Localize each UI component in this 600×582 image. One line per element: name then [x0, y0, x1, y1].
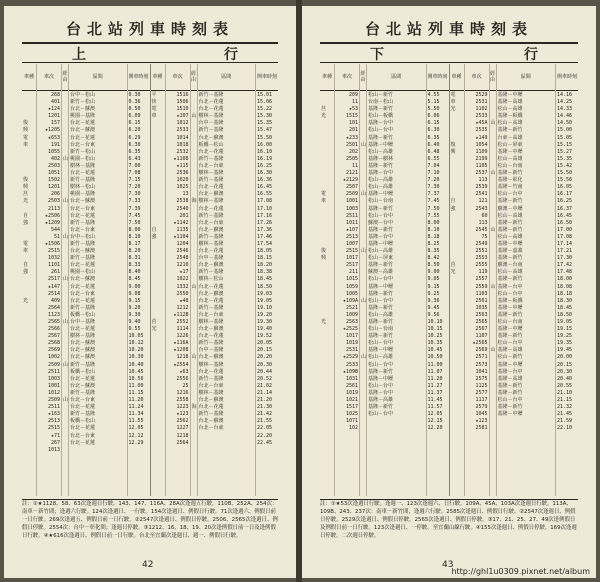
direction-header: [320, 42, 578, 63]
header-no: 車次: [37, 64, 61, 91]
header-time: 開車時刻: [256, 64, 278, 91]
footnote: 註：①★1128、58、63次逢週日行駛。143、147、116A、28A次逢週五行駛。110B、252A、254次：南車－新竹間；逢週六行駛。124次逢週日、一行駛。154次逢週日、例假日行駛。71次逢週六、例假日前一日行駛。269次逢週五、例假日前一日行駛。②2547次逢週日、例假日停駛。2506、2565次逢週日、例假日停駛。2554次：台中－彰化間；逢週日停駛。③1212、16、18、19、20次逢例假日前一日及逢例假日行駛。④★616次逢週日、例假日前一日行駛。台北至宜蘭次逢週日、週一、例假日行駛。: [22, 499, 278, 550]
timetable-half-left: [22, 64, 151, 496]
page-title: 台北站列車時刻表: [364, 20, 533, 38]
direction-label-2: 行: [224, 47, 238, 63]
col-time: 4.55 5.15 5.50 6.06 6.15 6.30 6.35 6.40 6.48 6.55 7.04 7.10 7.20 7.30 7.37 7.45 7.50 7.55 8.00 8.10 8.18 8.25 8.35 8.42 8.50 9.00 9.05 9.15 9.25 9.36 9.45 9.56 10.10 10.15 10.25 10.35 10.45 10.50 11.00 11.07 11.20 11.27 11.37 11.45 11.57 12.05 12.15 12.20: [427, 92, 443, 432]
page-number: 42: [142, 560, 154, 570]
col-type: 平 快 電 車 自 強 莒 光: [151, 92, 157, 333]
header-type: 車種: [320, 64, 334, 91]
col-route: 台中－松山 新竹－松山 台北－蘇澳 桃園－基隆 台北－花蓮 台北－蘇澳 台北－花蓮 台北－台東 新竹－松山 桃園－松山 樹林－基隆 台北－花蓮 新竹－基隆 樹林－松山 桃園－基隆 台北－蘇澳 台北－台東 台北－花蓮 新竹－基隆 台北－台東 台中－松山 新竹－基隆 台北－蘇澳 新竹－基隆 台北－花蓮 桃園－松山 台北－蘇澳 台北－花蓮 台北－台東 台北－花蓮 新竹－基隆 板橋－松山 台中－基隆 台北－花蓮 樹林－基隆 台北－蘇澳 台北－蘇澳 台北－蘇澳 新竹－基隆 板橋－松山 台北－花蓮 台北－蘇澳 新竹－基隆 台北－台東 台北－花蓮 新竹－基隆 板橋－松山 台北－花蓮 台北－台東 台北－花蓮: [70, 92, 96, 446]
header-no: 車次: [166, 64, 190, 91]
col-time: 14.16 14.25 14.33 14.46 14.50 15.00 15.05 15.15 15.27 15.35 15.42 15.50 15.56 16.05 16.17 16.25 16.37 16.45 16.50 17.00 17.08 17.14 17.21 17.30 17.42 17.48 18.00 18.08 18.18 18.30 18.45 18.50 19.05 19.15 19.25 19.35 19.45 20.00 20.15 20.30 20.40 20.55 21.10 21.15 21.32 21.45 21.59 22.10: [557, 92, 573, 432]
left-page: [4, 6, 296, 578]
header-no: 車次: [335, 64, 359, 91]
col-type: 復 興 電 車 復 興 莒 光 自 強 電 車 自 強 光: [23, 120, 29, 304]
direction-label-2: 行: [524, 47, 538, 63]
col-route: 新竹－基隆 台北－花蓮 台北－花蓮 樹林－基隆 台中－基隆 新竹－基隆 台北－蘇澳 板橋－松山 台北－花蓮 新竹－基隆 台北－台東 樹林－基隆 新竹－基隆 台北－花蓮 台北－蘇澳 樹林－基隆 台北－花蓮 新竹－基隆 台北－台東 台北－蘇澳 新竹－基隆 樹林－基隆 台北－花蓮 台中－基隆 台北－蘇澳 新竹－基隆 樹林－松山 台北－花蓮 台北－蘇澳 台北－花蓮 新竹－基隆 台北－台東 樹林－基隆 台北－蘇澳 台北－花蓮 新竹－基隆 台中－基隆 台北－蘇澳 樹林－基隆 台北－花蓮 新竹－基隆 台北－台東 樹林－基隆 台北－蘇澳 台北－花蓮 新竹－基隆 台北－蘇澳 台北－台東: [198, 92, 224, 432]
header-time: 開車時刻: [556, 64, 578, 91]
page-number: 43: [442, 560, 454, 570]
header-route: 區間: [198, 64, 256, 91]
header-route: 區間: [497, 64, 556, 91]
header-time: 開車時刻: [427, 64, 449, 91]
direction-label-1: 上: [72, 47, 86, 63]
page-title: 台北站列車時刻表: [65, 20, 234, 38]
header-type: 車種: [22, 64, 36, 91]
header-route: 區間: [69, 64, 127, 91]
timetable: [320, 64, 578, 496]
direction-label-1: 下: [370, 47, 384, 63]
header-time: 開車時刻: [128, 64, 150, 91]
header-mark: 經由: [360, 64, 366, 91]
col-time: 15.01 15.06 15.22 15.30 15.35 15.47 15.50 16.00 16.10 16.19 16.25 16.30 16.36 16.45 16.55 17.08 17.10 17.16 17.26 17.36 17.46 17.54 18.05 18.15 18.20 18.38 18.45 18.50 19.03 19.05 19.10 19.20 19.30 19.40 19.52 20.05 20.15 20.20 20.30 20.44 20.52 21.02 21.14 21.20 21.30 21.42 21.55 22.05 22.20 22.45: [257, 92, 273, 446]
header-route: 區間: [367, 64, 426, 91]
col-no: 209 11 ★53 1515 101 201 ★233 2501 202 2505 11 2121 ★2129 2507 2509 1001 1003 2511 1011 ★107 2513 1007 2515 1017 2517 211 1015 1059 1005 ★109A 2521 1009 2563 ★2525 1017 1019 2531 ★2529 2533 ★109B 1031 2561 1019 1021 1517 1025 1071 102: [342, 92, 358, 432]
col-mark: 山 海 山 山 海: [191, 113, 197, 411]
timetable-half-right: [151, 64, 279, 496]
col-type: 電 車 光 復 興 自 強 莒 光: [450, 92, 456, 276]
col-type: 莒 光 電 車 復 興 光: [321, 106, 327, 325]
watermark-url: http://ghl1u0309.pixnet.net/album: [451, 567, 590, 576]
header-mark: 經由: [191, 64, 197, 91]
header-type: 車種: [151, 64, 165, 91]
timetable-half-left: [320, 64, 450, 496]
timetable: [22, 64, 278, 496]
col-no: 1516 1506 1510 ★107 1012 2533 1014 1018 2532 ★1108 ★115 2536 1020 1025 13 2538 2540 201 ★1142 1135 ★1104 1204 2546 2548 1210 ★17 1022 1332 2550 ★48 1212 ★112B 2552 1114 1226 ★116A ★1208 1218 ★2554 ★63 2556 25 1216 2558 1223 ★123 2562 1227 1218 2564: [173, 92, 189, 446]
header-mark: 經由: [490, 64, 496, 91]
col-mark: 山 山 山 山 山: [361, 141, 366, 361]
col-route: 松山－新竹 台南－松山 基隆－新竹 松山－板橋 基隆－台中 松山－台中 基隆－新竹 基隆－中壢 松山－高雄 基隆－樹林 基隆－新竹 基隆－台中 松山－高雄 松山－高雄 基隆－中壢 松山－台南 基隆－新竹 松山－台中 蘇澳－台中 基隆－新竹 基隆－台中 基隆－中壢 松山－高雄 松山－屏東 基隆－新竹 蘇澳－高雄 松山－台中 基隆－中壢 基隆－新竹 松山－台中 基隆－新竹 松山－高雄 基隆－新竹 松山－台南 基隆－新竹 松山－台中 基隆－中壢 松山－高雄 松山－台中 基隆－新竹 基隆－中壢 松山－台中 基隆－台中 基隆－高雄 基隆－新竹 松山－台中: [368, 92, 394, 418]
col-route: 基隆－中壢 基隆－高雄 松山－高雄 基隆－板橋 松山－高雄 基隆－新竹 台東－高雄 松山－屏東 基隆－中壢 松山－高雄 松山－台南 基隆－新竹 基隆－彰化 基隆－竹南 松山－台中 基隆－新竹 蘇澳－中壢 松山－高雄 基隆－新竹 基隆－新竹 松山－高雄 基隆－中壢 基隆－嘉義 基隆－新竹 蘇澳－台南 松山－高雄 基隆－新竹 基隆－台中 松山－台中 基隆－板橋 基隆－中壢 基隆－新竹 松山－台南 基隆－中壢 基隆－新竹 松山－台中 基隆－高雄 松山－新竹 基隆－中壢 基隆－台中 基隆－高雄 基隆－新竹 基隆－新竹 松山－台中 基隆－新竹 基隆－中壢: [497, 92, 523, 418]
timetable-half-right: [450, 64, 579, 496]
col-mark: 山 山 山 山 山: [490, 120, 496, 354]
footnote: 註：①★53次逢週日行駛。逢週一、123次逢週六、日行駛。109A、45A、103A次逢週日行駛。113A、109B、243、237次：南車－新竹間，逢週六行駛。2585次逢週日、例假日行駛。②2547次逢週日、例假日停駛。2529次逢週日、例假日停駛。2565次逢週日、例假日停駛。③17、21、25、27、49次逢例假日及例假日前一日行駛。123次逢週日、一停駛。至宜蘭山線行駛。④155次逢週日、例假日停駛。169次逢週日停駛。二次週日停駛。: [320, 499, 578, 550]
right-page: [302, 6, 596, 578]
header-mark: 經由: [62, 64, 68, 91]
col-time: 0.30 0.36 0.50 6.09 6.15 6.20 6.29 6.30 6.35 6.43 7.00 7.08 7.15 7.20 7.30 7.33 7.39 7.45 7.50 8.00 8.10 8.17 8.20 8.31 8.33 8.40 8.45 9.00 9.08 9.15 9.20 9.30 9.40 9.55 10.05 10.12 10.20 10.30 10.40 10.45 10.56 11.00 11.15 11.20 11.24 11.34 11.55 12.05 12.12 12.29: [128, 92, 144, 446]
col-no: 268 401 ★124 1201 157 ★1205 ★653 191 1055 402 2503 1051 1502 1201 206 2503 2113 ★2506 ★1209 544 51 ★1506 2515 1032 1101 261 2517 ★147 2514 409 2564 1123 2565 2566 2567 2568 2569 1002 2509 2511 1003 1001 1012 2509 2511 ★163 2513 2515 ★71 267 1013: [44, 92, 60, 453]
direction-header: [22, 42, 278, 63]
col-mark: 山 山 山 山 山 山 山: [63, 155, 68, 404]
header-type: 車種: [450, 64, 464, 91]
col-no: 2529 2531 1102 2533 ★45A 2535 ★149 1054 1109 2199 1105 2537 113 2539 2541 121 2543 60 113 2545 75 2549 2551 2553 2555 119 2557 2559 1103 2561 1035 2563 2565 2567 1107 ★2565 2569 2571 2573 1041 2575 1125 2577 1117 2579 1045 ★123 2581: [472, 92, 488, 432]
header-no: 車次: [465, 64, 489, 91]
